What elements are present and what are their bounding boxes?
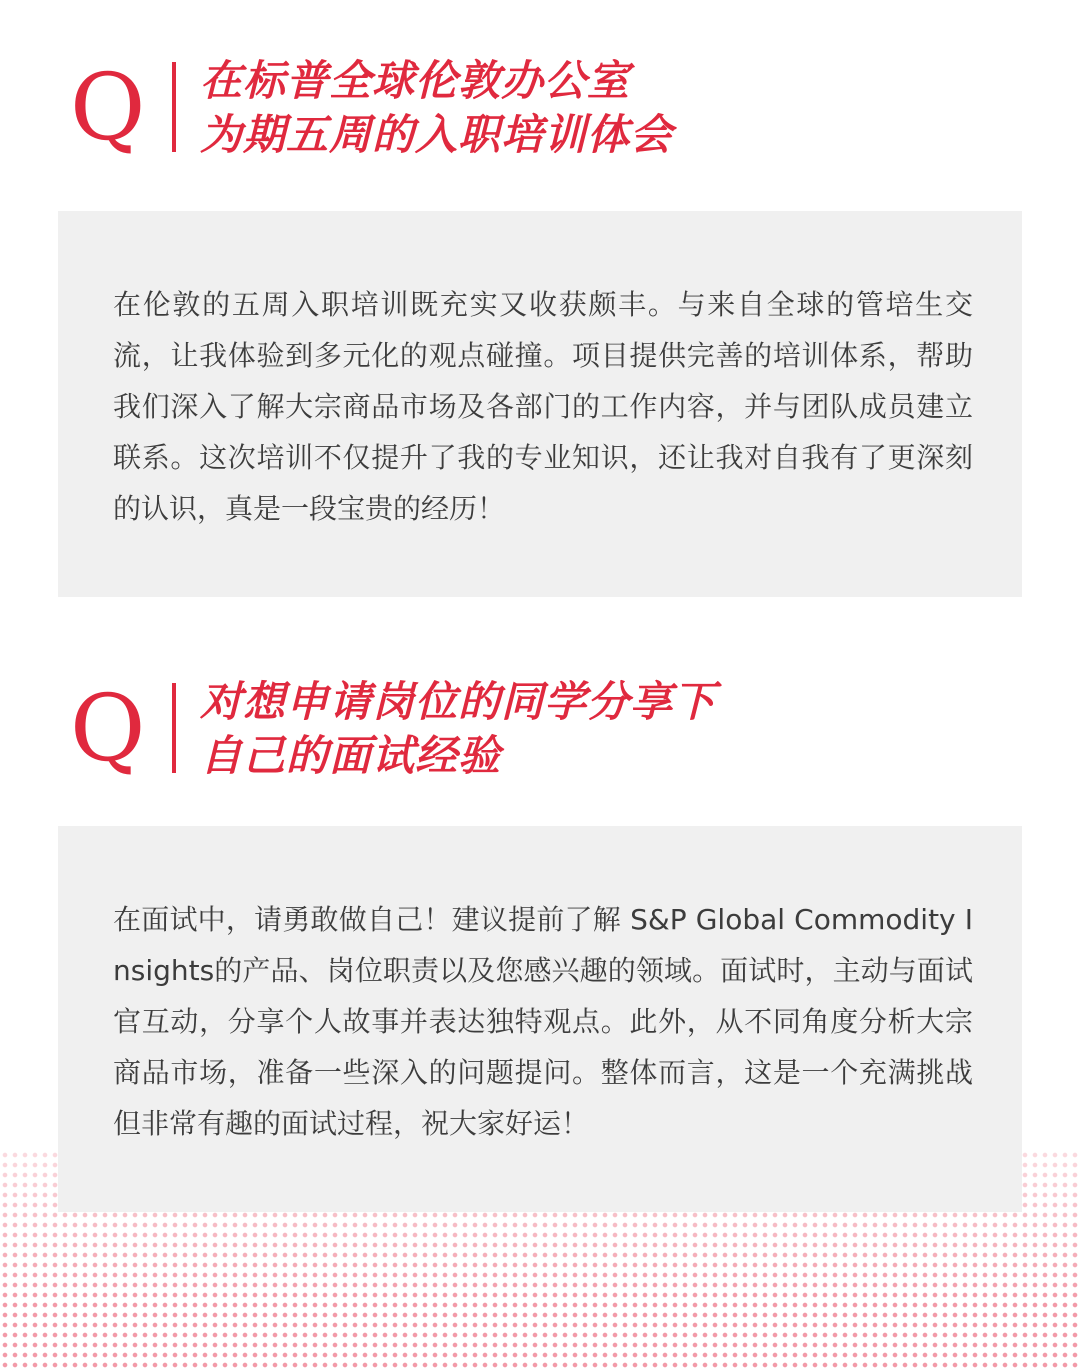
- answer-text-1: 在伦敦的五周入职培训既充实又收获颇丰。与来自全球的管培生交流，让我体验到多元化的观点碰撞。项目提供完善的培训体系，帮助我们深入了解大宗商品市场及各部门的工作内容，并与团队成员建立联系。这次培训不仅提升了我的专业知识，还让我对自我有了更深刻的认识，真是一段宝贵的经历！: [113, 288, 973, 525]
- answer-text-2: 在面试中，请勇敢做自己！建议提前了解 S&P Global Commodity Insights的产品、岗位职责以及您感兴趣的领域。面试时，主动与面试官互动，分享个人故事并表达独特观点。此外，从不同角度分析大宗商品市场，准备一些深入的问题提问。整体而言，这是一个充满挑战但非常有趣的面试过程，祝大家好运！: [113, 903, 973, 1140]
- question-title-1: [200, 54, 673, 162]
- q-letter-icon: Q: [70, 54, 146, 161]
- question-title-line: 对想申请岗位的同学分享下: [200, 677, 717, 726]
- divider-bar: [172, 683, 176, 773]
- question-title-line: 为期五周的入职培训体会: [200, 110, 674, 159]
- question-title-2: [200, 675, 716, 783]
- q-letter-icon: Q: [70, 675, 146, 782]
- answer-box-1: [58, 211, 1022, 597]
- question-title-line: 在标普全球伦敦办公室: [200, 56, 631, 105]
- answer-box-2: [58, 826, 1022, 1212]
- question-title-line: 自己的面试经验: [200, 731, 502, 780]
- divider-bar: [172, 62, 176, 152]
